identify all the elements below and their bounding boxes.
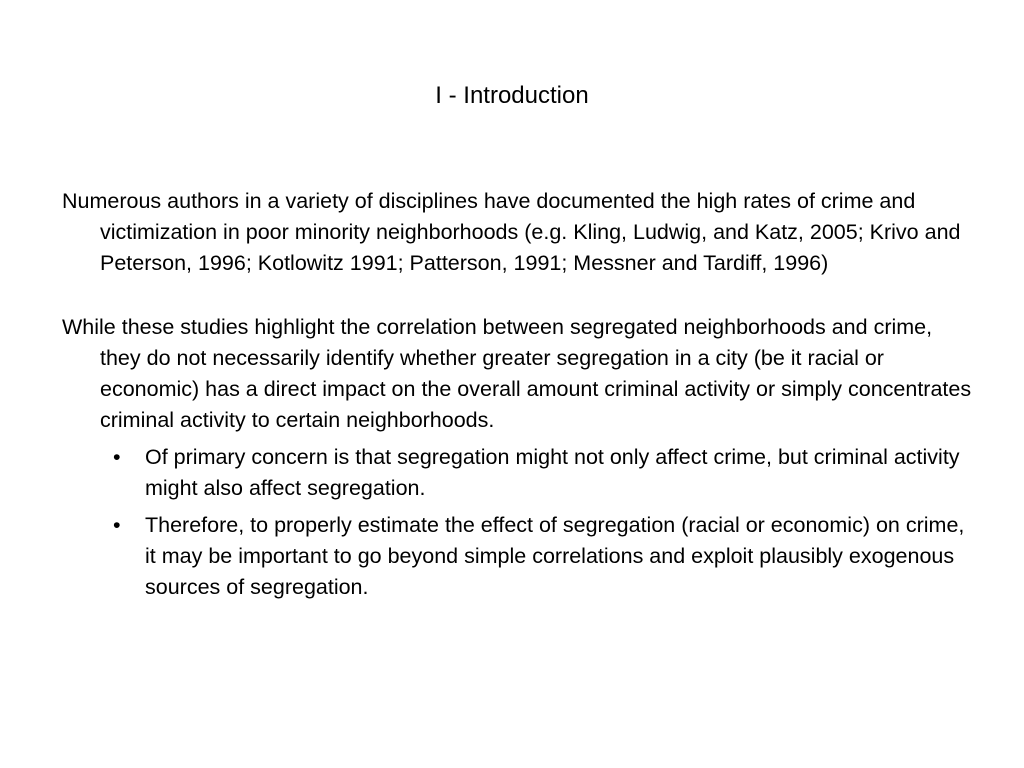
bullet-list	[62, 442, 972, 603]
bullet-icon: •	[113, 513, 121, 537]
bullet-icon: •	[113, 445, 121, 469]
bullet-text: Therefore, to properly estimate the effect of segregation (racial or economic) on crime, it may be important to go beyond simple correlations and exploit plausibly exogenous sources of segregation.	[145, 513, 965, 599]
paragraph-authors: Numerous authors in a variety of disciplines have documented the high rates of crime and victimization in poor minority neighborhoods (e.g. Kling, Ludwig, and Katz, 2005; Krivo and Peterson, 1996; Kotlowitz 1991; Patterson, 1991; Messner and Tardiff, 1996)	[62, 189, 961, 275]
bullet-text: Of primary concern is that segregation might not only affect crime, but criminal activity might also affect segregation.	[145, 445, 960, 500]
slide-title: I - Introduction	[435, 82, 589, 109]
slide-body	[62, 186, 972, 603]
paragraph-studies: While these studies highlight the correlation between segregated neighborhoods and crime, they do not necessarily identify whether greater segregation in a city (be it racial or economic) has a direct impact on the overall amount criminal activity or simply concentrates criminal activity to certain neighborhoods.	[62, 315, 972, 432]
bullet-item	[62, 442, 972, 504]
bullet-item	[62, 510, 972, 603]
